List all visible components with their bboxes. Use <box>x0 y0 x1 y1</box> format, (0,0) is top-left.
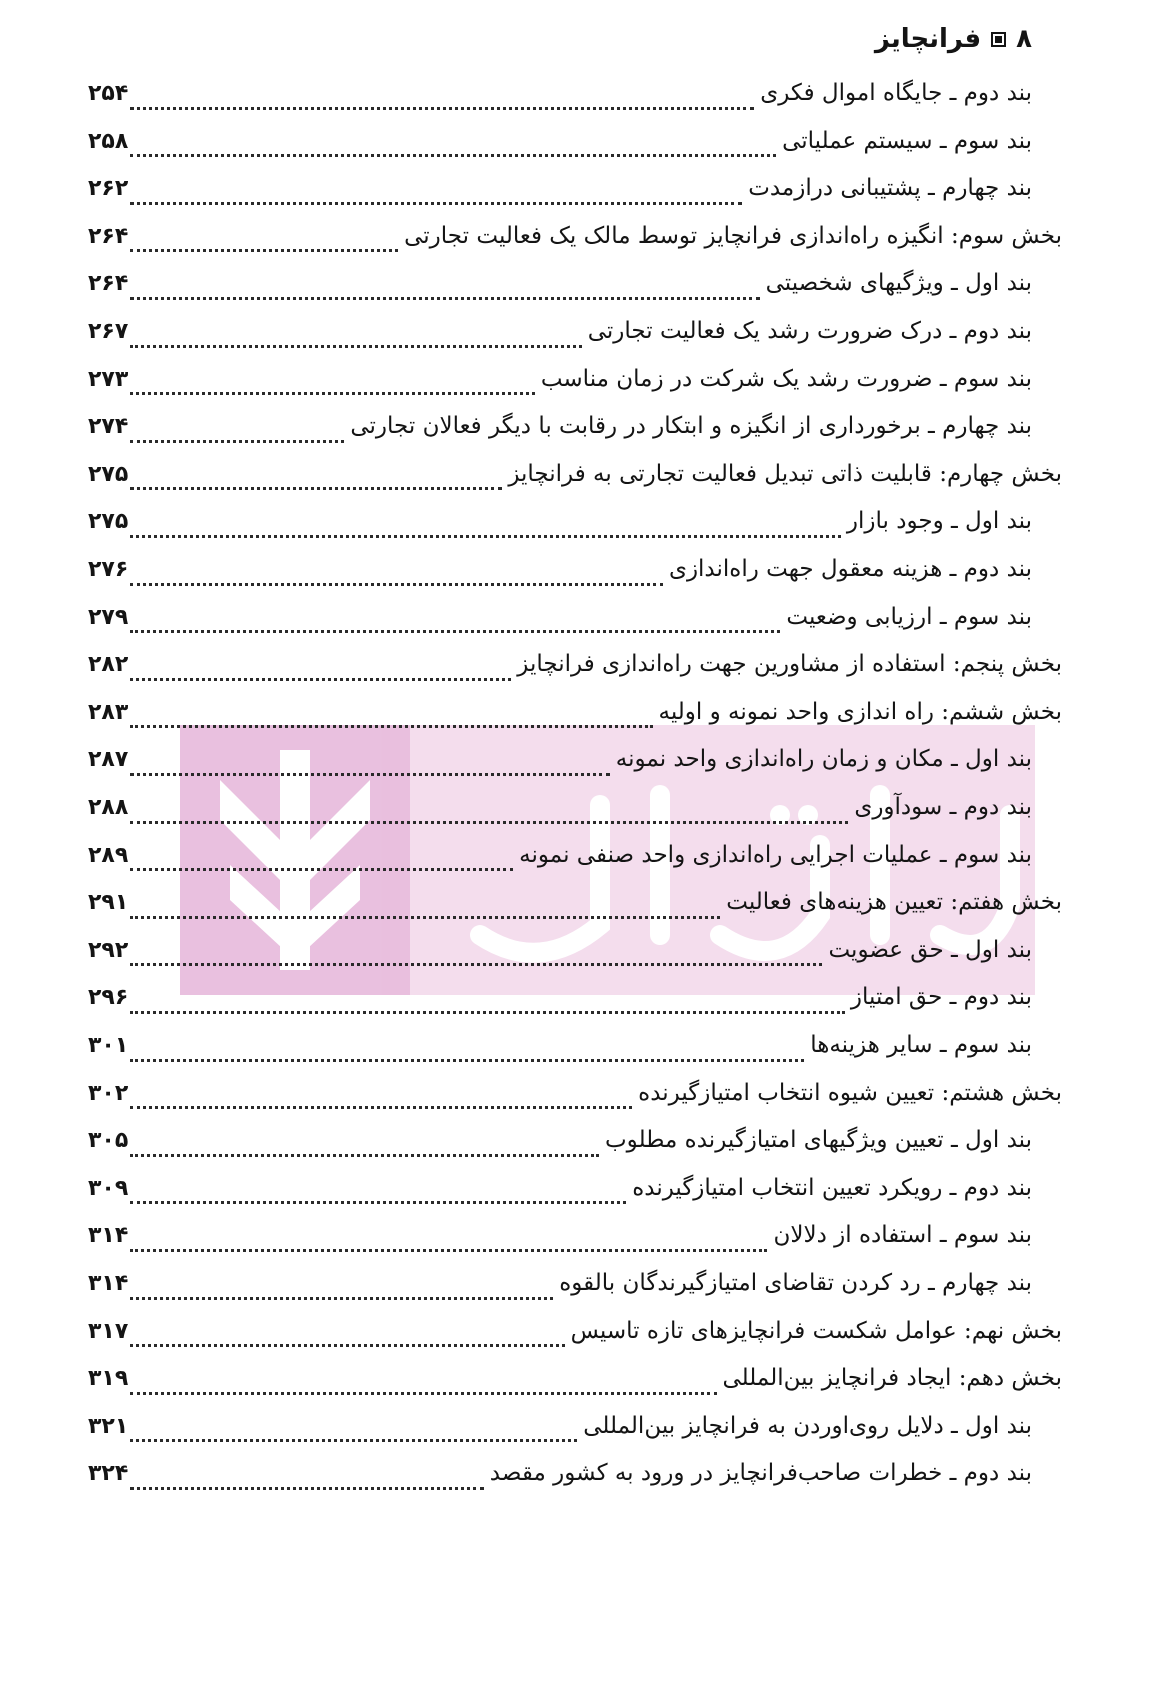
toc-section-row <box>88 889 1062 929</box>
toc-entry-page: ۲۵۴ <box>88 81 129 106</box>
toc-entry-title: بند اول ـ تعیین ویژگیهای امتیازگیرنده مطلوب <box>605 1127 1032 1154</box>
toc-entry-title: بخش ششم: راه اندازی واحد نمونه و اولیه <box>658 698 1062 725</box>
toc-subsection-row <box>88 1175 1032 1215</box>
toc-entry-title: بند چهارم ـ رد کردن تقاضای امتیازگیرندگان بالقوه <box>559 1270 1032 1296</box>
toc-entry-title: بخش چهارم: قابلیت ذاتی تبدیل فعالیت تجارتی به فرانچایز <box>508 460 1062 487</box>
toc-entry-title: بند اول ـ ویژگیهای شخصیتی <box>765 270 1032 297</box>
toc-subsection-row <box>88 80 1032 120</box>
toc-entry-page: ۲۸۷ <box>88 747 129 773</box>
toc-subsection-row <box>88 366 1032 406</box>
page-number: ۸ <box>1016 24 1032 54</box>
toc-subsection-row <box>88 175 1032 215</box>
toc-entry-title: بند دوم ـ خطرات صاحب‌فرانچایز در ورود به کشور مقصد <box>489 1460 1032 1487</box>
toc-entry-page: ۲۹۲ <box>88 937 129 963</box>
toc-entry-title: بند دوم ـ سودآوری <box>854 794 1032 820</box>
toc-subsection-row <box>88 318 1032 358</box>
toc-entry-page: ۲۷۵ <box>88 509 129 535</box>
toc-entry-page: ۲۵۸ <box>88 128 129 154</box>
toc-entry-title: بند چهارم ـ برخورداری از انگیزه و ابتکار در رقابت با دیگر فعالان تجارتی <box>350 413 1032 440</box>
toc-section-row <box>88 1080 1062 1120</box>
toc-entry-page: ۲۶۷ <box>88 319 129 344</box>
toc-entry-title: بند اول ـ وجود بازار <box>846 508 1032 535</box>
dot-leader <box>130 297 759 300</box>
toc-subsection-row <box>88 842 1032 882</box>
toc-entry-title: بخش هفتم: تعیین هزینه‌های فعالیت <box>726 889 1062 916</box>
toc-subsection-row <box>88 1222 1032 1262</box>
toc-entry-title: بخش پنجم: استفاده از مشاورین جهت راه‌اندازی فرانچایز <box>517 651 1062 678</box>
dot-leader <box>130 1201 626 1204</box>
toc-entry-title: بند سوم ـ ضرورت رشد یک شرکت در زمان مناسب <box>540 365 1032 392</box>
dot-leader <box>130 821 848 824</box>
toc-entry-title: بند دوم ـ جایگاه اموال فکری <box>760 80 1032 106</box>
toc-section-row <box>88 699 1062 739</box>
toc-entry-page: ۳۰۵ <box>88 1128 129 1154</box>
toc-entry-title: بند اول ـ مکان و زمان راه‌اندازی واحد نمونه <box>615 746 1032 773</box>
toc-entry-page: ۲۷۳ <box>88 366 129 392</box>
toc-entry-title: بند سوم ـ سایر هزینه‌ها <box>810 1032 1032 1058</box>
dot-leader <box>130 1344 564 1347</box>
toc-subsection-row <box>88 413 1032 453</box>
toc-section-row <box>88 461 1062 501</box>
toc-entry-page: ۲۶۲ <box>88 176 129 202</box>
dot-leader <box>130 1059 804 1062</box>
dot-leader <box>130 535 841 538</box>
dot-leader <box>130 154 776 157</box>
dot-leader <box>130 202 742 205</box>
toc-subsection-row <box>88 604 1032 644</box>
toc-subsection-row <box>88 128 1032 168</box>
toc-entry-page: ۲۷۹ <box>88 604 129 630</box>
toc-entry-page: ۲۶۴ <box>88 223 129 249</box>
toc-entry-title: بخش نهم: عوامل شکست فرانچایزهای تازه تاسیس <box>570 1317 1062 1344</box>
toc-entry-page: ۳۲۴ <box>88 1461 129 1487</box>
dot-leader <box>130 963 822 966</box>
toc-entry-page: ۳۱۷ <box>88 1318 129 1344</box>
dot-leader <box>130 916 720 919</box>
toc-entry-page: ۲۸۸ <box>88 795 129 820</box>
toc-entry-title: بخش دهم: ایجاد فرانچایز بین‌المللی <box>722 1365 1062 1392</box>
dot-leader <box>130 1392 716 1395</box>
dot-leader <box>130 773 609 776</box>
toc-entry-page: ۲۹۶ <box>88 985 129 1011</box>
toc-section-row <box>88 1318 1062 1358</box>
dot-leader <box>130 345 581 348</box>
toc-subsection-row <box>88 1270 1032 1310</box>
dot-leader <box>130 868 513 871</box>
dot-leader <box>130 1154 599 1157</box>
toc-entry-page: ۲۷۶ <box>88 557 129 582</box>
toc-subsection-row <box>88 984 1032 1024</box>
toc-section-row <box>88 1365 1062 1405</box>
dot-leader <box>130 487 502 490</box>
toc-subsection-row <box>88 270 1032 310</box>
toc-entry-title: بند سوم ـ استفاده از دلالان <box>773 1222 1032 1249</box>
toc-entry-title: بند سوم ـ سیستم عملیاتی <box>782 127 1032 154</box>
dot-leader <box>130 678 511 681</box>
toc-entry-title: بخش هشتم: تعیین شیوه انتخاب امتیازگیرنده <box>638 1079 1062 1106</box>
toc-entry-page: ۲۶۴ <box>88 271 129 297</box>
toc-entry-title: بند دوم ـ هزینه معقول جهت راه‌اندازی <box>668 556 1032 582</box>
toc-entry-page: ۳۱۴ <box>88 1271 129 1296</box>
toc-entry-page: ۳۰۱ <box>88 1033 129 1058</box>
toc-entry-page: ۲۹۱ <box>88 890 129 916</box>
toc-entry-page: ۳۱۴ <box>88 1223 129 1249</box>
toc-entry-title: بند سوم ـ عملیات اجرایی راه‌اندازی واحد صنفی نمونه <box>519 841 1032 868</box>
dot-leader <box>130 249 398 252</box>
toc-entry-title: بند اول ـ حق عضویت <box>828 936 1032 963</box>
toc-subsection-row <box>88 746 1032 786</box>
dot-leader <box>130 107 754 110</box>
toc-subsection-row <box>88 1127 1032 1167</box>
dot-leader <box>130 725 652 728</box>
dot-leader <box>130 1487 484 1490</box>
dot-leader <box>130 1297 553 1300</box>
toc-subsection-row <box>88 1413 1032 1453</box>
toc-subsection-row <box>88 556 1032 596</box>
toc-entry-page: ۲۷۴ <box>88 414 129 440</box>
toc-entry-page: ۲۷۵ <box>88 461 129 487</box>
toc-subsection-row <box>88 794 1032 834</box>
toc-entry-page: ۳۲۱ <box>88 1413 129 1439</box>
toc-entry-title: بند چهارم ـ پشتیبانی درازمدت <box>748 175 1032 202</box>
toc-section-row <box>88 651 1062 691</box>
toc-entry-page: ۲۸۳ <box>88 699 129 725</box>
toc-entry-title: بند دوم ـ درک ضرورت رشد یک فعالیت تجارتی <box>587 318 1032 344</box>
toc-entry-page: ۳۱۹ <box>88 1366 129 1392</box>
dot-leader <box>130 1439 577 1442</box>
toc-entry-page: ۲۸۹ <box>88 842 129 868</box>
toc-entry-title: بند اول ـ دلایل روی‌اوردن به فرانچایز بین‌المللی <box>583 1412 1032 1439</box>
toc-entry-page: ۲۸۲ <box>88 652 129 678</box>
toc-entry-title: بند سوم ـ ارزیابی وضعیت <box>786 603 1032 630</box>
toc-entry-title: بخش سوم: انگیزه راه‌اندازی فرانچایز توسط مالک یک فعالیت تجارتی <box>404 222 1062 249</box>
toc-subsection-row <box>88 937 1032 977</box>
dot-leader <box>130 630 780 633</box>
toc-entry-title: بند دوم ـ حق امتیاز <box>850 984 1032 1011</box>
toc-entry-title: بند دوم ـ رویکرد تعیین انتخاب امتیازگیرنده <box>632 1174 1032 1201</box>
book-title: فرانچایز <box>874 24 982 54</box>
dot-leader <box>130 1011 845 1014</box>
toc-subsection-row <box>88 1460 1032 1500</box>
dot-leader <box>130 440 344 443</box>
dot-leader <box>130 583 663 586</box>
dot-leader <box>130 1249 767 1252</box>
toc-subsection-row <box>88 1032 1032 1072</box>
dot-leader <box>130 1106 632 1109</box>
toc-section-row <box>88 223 1062 263</box>
toc-entry-page: ۳۰۲ <box>88 1080 129 1106</box>
toc-subsection-row <box>88 508 1032 548</box>
toc-entry-page: ۳۰۹ <box>88 1175 129 1201</box>
dot-leader <box>130 392 535 395</box>
